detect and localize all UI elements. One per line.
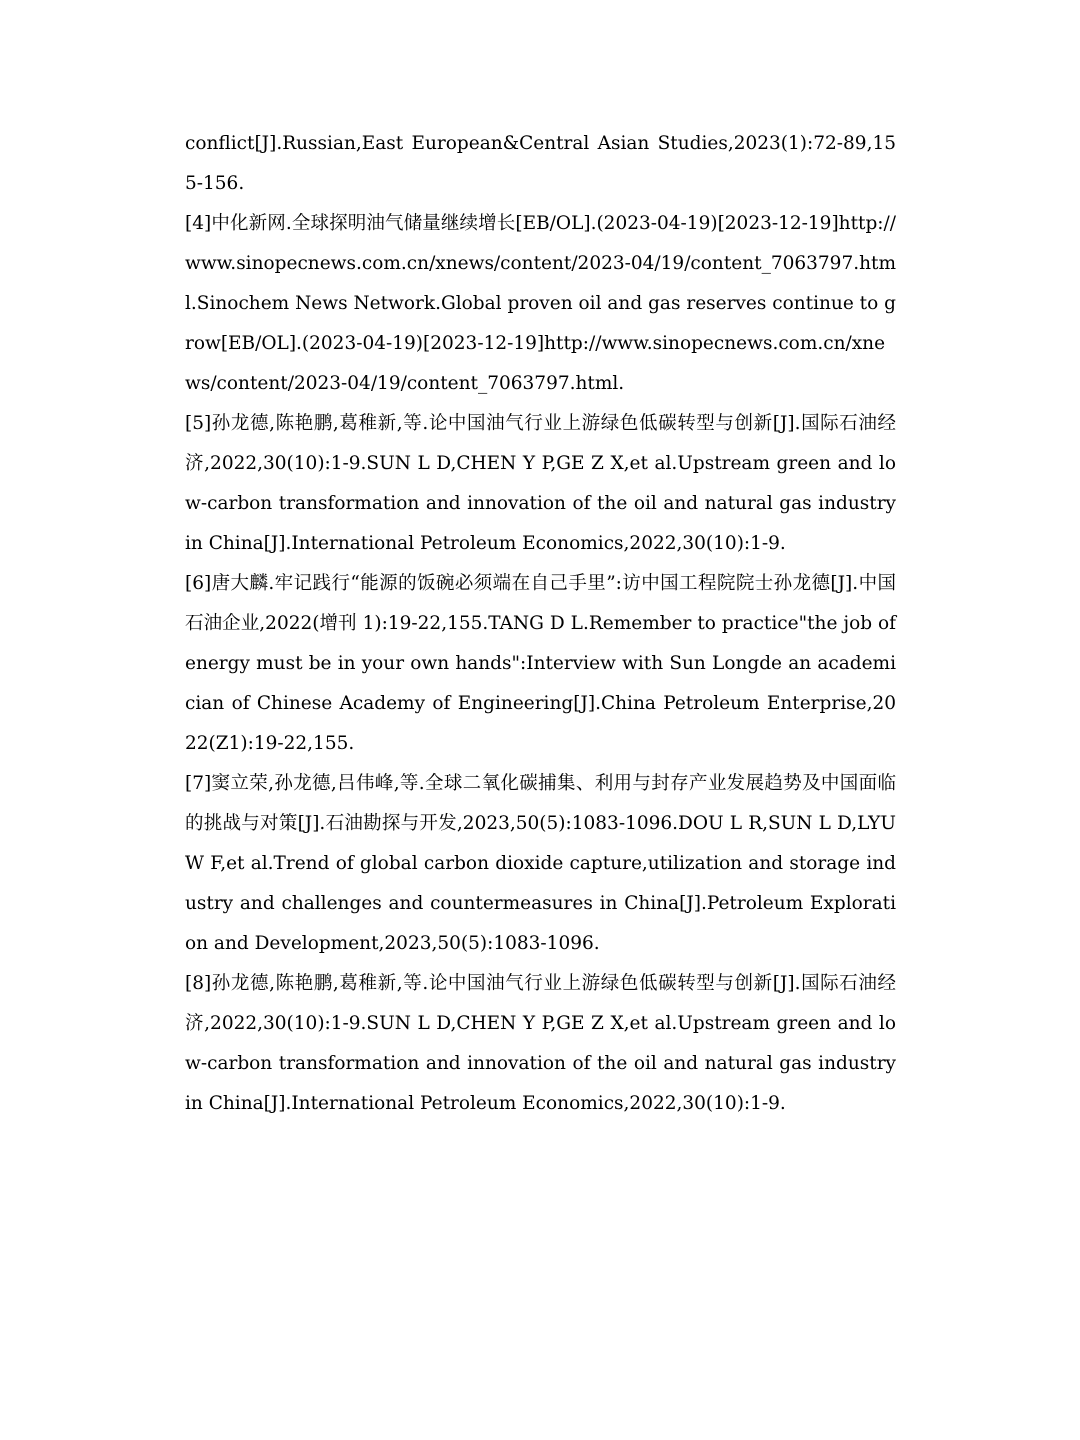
reference-3-continuation: conflict[J].Russian,East European&Central Asian Studies,2023(1):72-89,155-156. xyxy=(185,133,896,194)
reference-6: [6]唐大麟.牢记践行“能源的饭碗必须端在自己手里”:访中国工程院院士孙龙德[J].中国石油企业,2022(增刊 1):19-22,155.TANG D L.Remember to practice"the job of energy must be in your own hands":Interview with Sun Longde an academician of Chinese Academy of Engineering[J].China Petroleum Enterprise,2022(Z1):19-22,155. xyxy=(185,573,896,754)
reference-list xyxy=(185,124,896,1124)
reference-7: [7]窦立荣,孙龙德,吕伟峰,等.全球二氧化碳捕集、利用与封存产业发展趋势及中国面临的挑战与对策[J].石油勘探与开发,2023,50(5):1083-1096.DOU L R,SUN L D,LYU W F,et al.Trend of global carbon dioxide capture,utilization and storage industry and challenges and countermeasures in China[J].Petroleum Exploration and Development,2023,50(5):1083-1096. xyxy=(185,773,896,954)
reference-4: [4]中化新网.全球探明油气储量继续增长[EB/OL].(2023-04-19)[2023-12-19]http://www.sinopecnews.com.cn/xnews/content/2023-04/19/content_7063797.html.Sinochem News Network.Global proven oil and gas reserves continue to grow[EB/OL].(2023-04-19)[2023-12-19]http://www.sinopecnews.com.cn/xnews/content/2023-04/19/content_7063797.html. xyxy=(185,213,896,394)
reference-5: [5]孙龙德,陈艳鹏,葛稚新,等.论中国油气行业上游绿色低碳转型与创新[J].国际石油经济,2022,30(10):1-9.SUN L D,CHEN Y P,GE Z X,et al.Upstream green and low-carbon transformation and innovation of the oil and natural gas industry in China[J].International Petroleum Economics,2022,30(10):1-9. xyxy=(185,413,896,554)
reference-8: [8]孙龙德,陈艳鹏,葛稚新,等.论中国油气行业上游绿色低碳转型与创新[J].国际石油经济,2022,30(10):1-9.SUN L D,CHEN Y P,GE Z X,et al.Upstream green and low-carbon transformation and innovation of the oil and natural gas industry in China[J].International Petroleum Economics,2022,30(10):1-9. xyxy=(185,973,896,1114)
